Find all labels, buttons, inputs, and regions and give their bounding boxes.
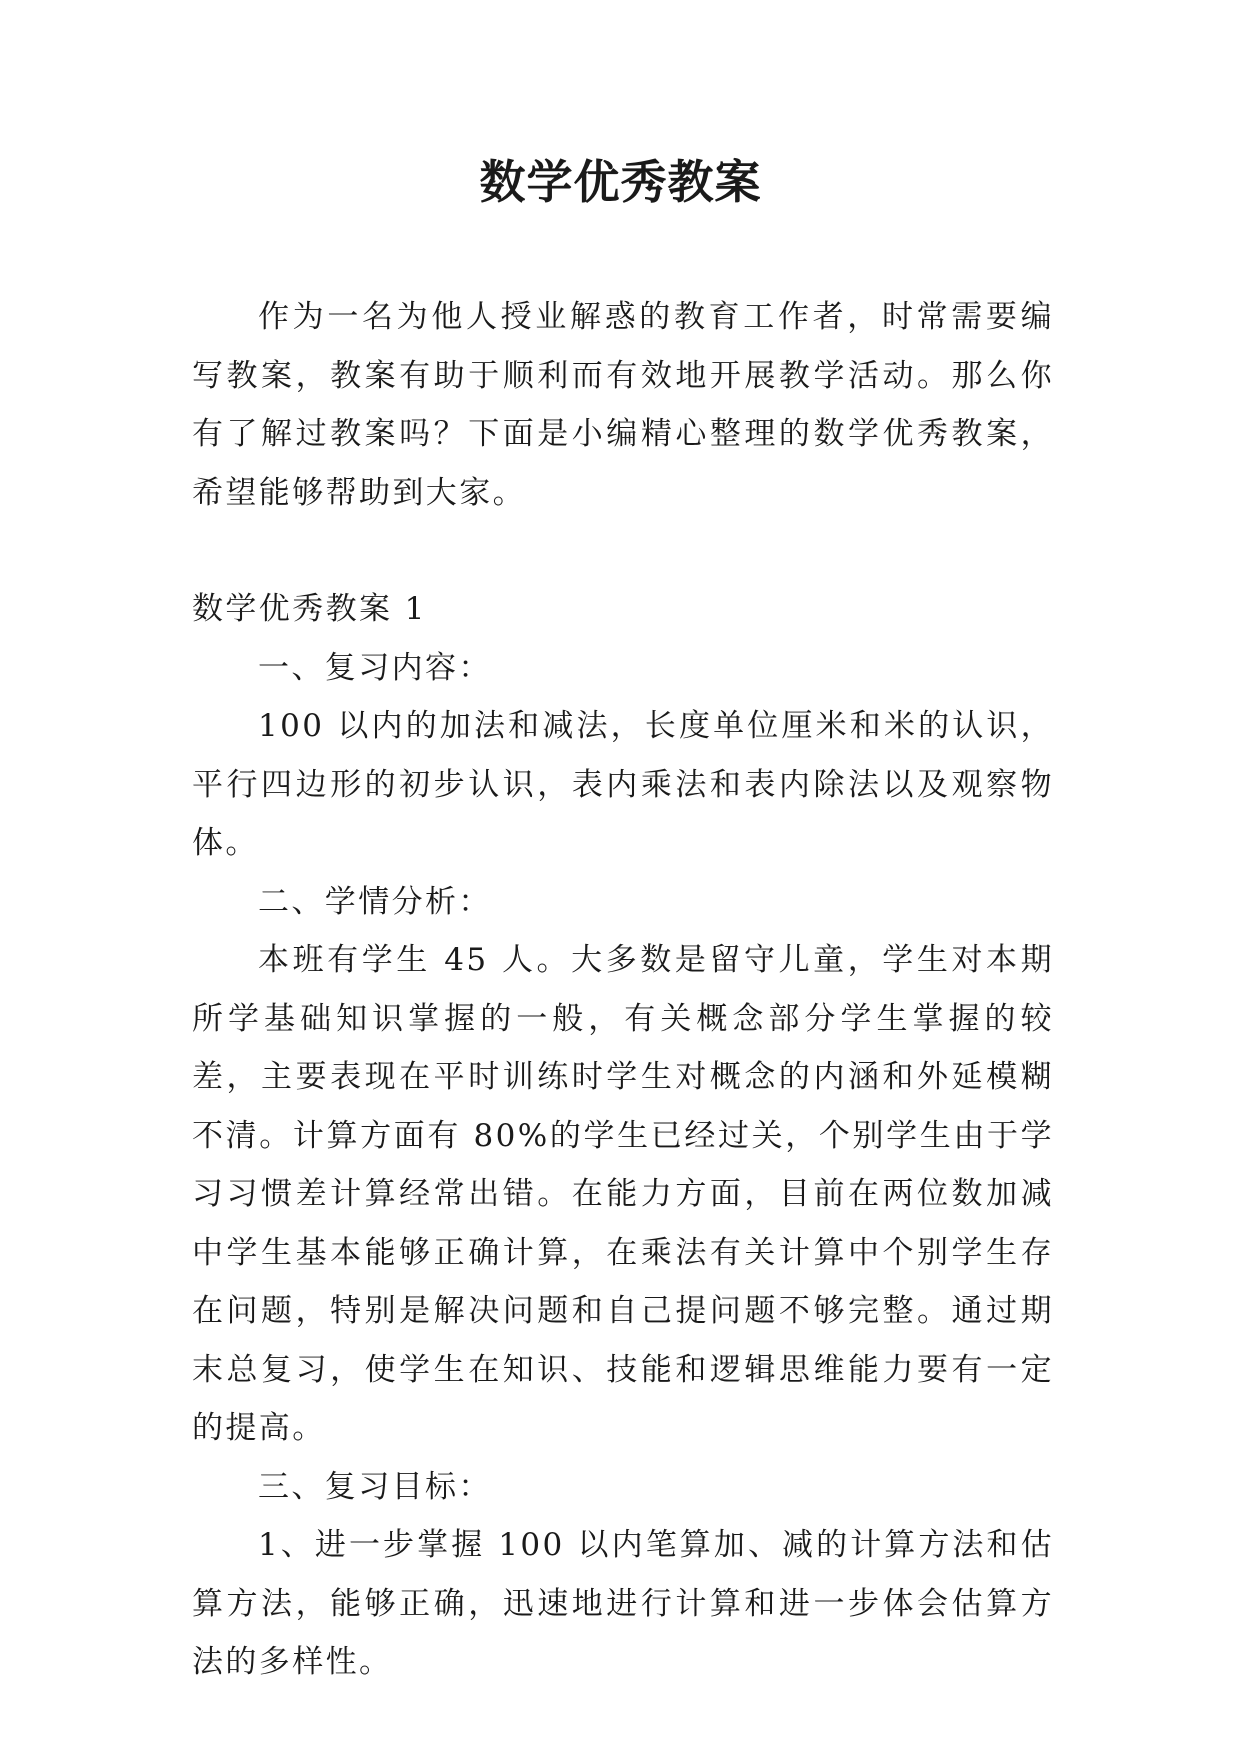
subheading-review-content: 一、复习内容： [258,649,492,686]
subheading-review-goals: 三、复习目标： [258,1468,492,1505]
paragraph-spacer [192,522,1054,580]
document-body [192,288,1054,1692]
document-title: 数学优秀教案 [479,155,762,209]
paragraph-student-analysis: 本班有学生 45 人。大多数是留守儿童，学生对本期所学基础知识掌握的一般，有关概念部分学生掌握的较差，主要表现在平时训练时学生对概念的内涵和外延模糊不清。计算方面有 80%的学生已经过关，个别学生由于学习习惯差计算经常出错。在能力方面，目前在两位数加减中学生基本能够正确计算，在乘法有关计算中个别学生存在问题，特别是解决问题和自己提问题不够完整。通过期末总复习，使学生在知识、技能和逻辑思维能力要有一定的提高。 [192,942,1054,1446]
intro-paragraph: 作为一名为他人授业解惑的教育工作者，时常需要编写教案，教案有助于顺利而有效地开展教学活动。那么你有了解过教案吗？下面是小编精心整理的数学优秀教案，希望能够帮助到大家。 [192,299,1054,511]
paragraph-review-goal-1: 1、进一步掌握 100 以内笔算加、减的计算方法和估算方法，能够正确，迅速地进行计算和进一步体会估算方法的多样性。 [192,1527,1054,1680]
paragraph-review-content: 100 以内的加法和减法，长度单位厘米和米的认识，平行四边形的初步认识，表内乘法和表内除法以及观察物体。 [192,708,1054,861]
section-title: 数学优秀教案 1 [192,591,427,627]
subheading-student-analysis: 二、学情分析： [258,883,492,920]
